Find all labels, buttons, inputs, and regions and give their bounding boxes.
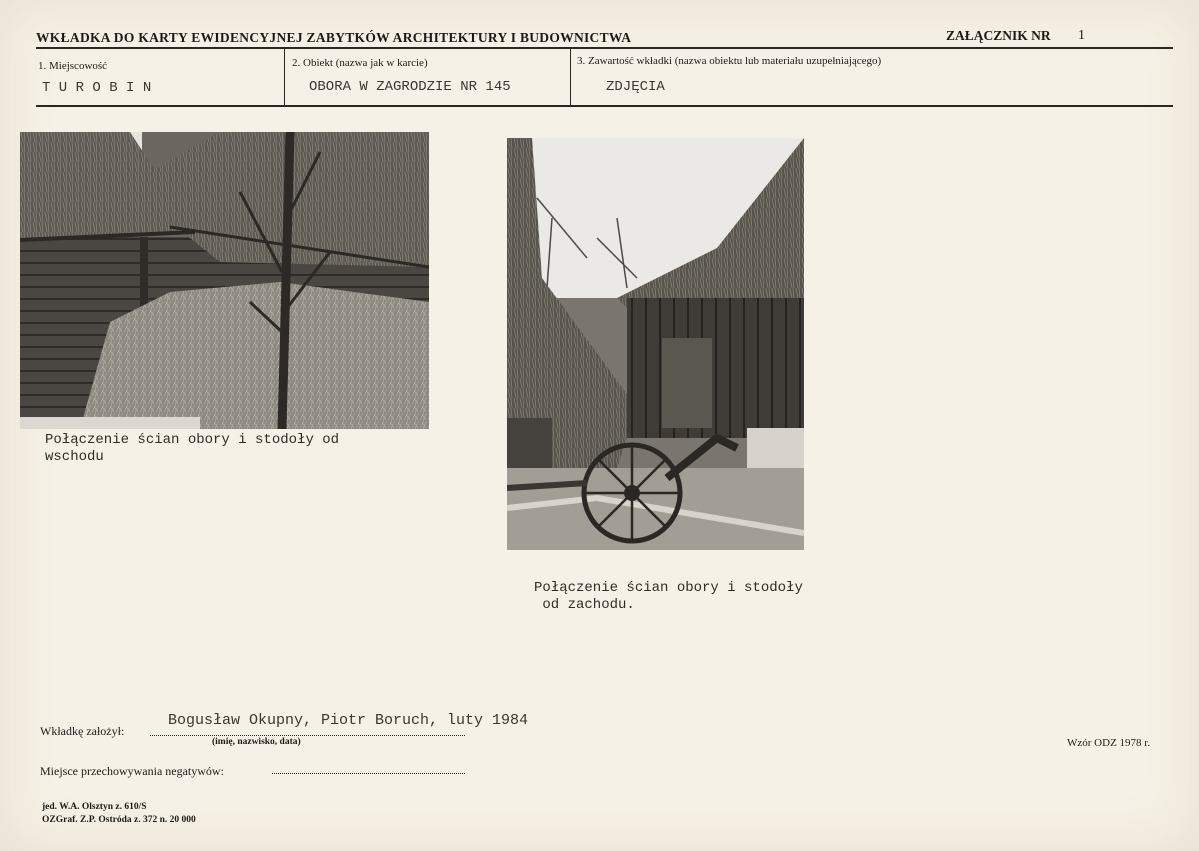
attachment-number: 1: [1078, 28, 1085, 43]
card-title: WKŁADKA DO KARTY EWIDENCYJNEJ ZABYTKÓW ARCHITEKTURY I BUDOWNICTWA: [36, 30, 632, 45]
photo-west: [507, 138, 804, 550]
founded-label: Wkładkę założył:: [40, 724, 125, 738]
photo-west-caption: Połączenie ścian obory i stodoły od zachodu.: [534, 580, 803, 613]
content-label: 3. Zawartość wkładki (nazwa obiektu lub materiału uzupełniającego): [577, 55, 882, 67]
template-note: Wzór ODZ 1978 r.: [1067, 737, 1151, 749]
negatives-label: Miejsce przechowywania negatywów:: [40, 764, 224, 778]
print-line-1: jed. W.A. Olsztyn z. 610/S: [42, 802, 147, 812]
print-line-2: OZGraf. Z.P. Ostróda z. 372 n. 20 000: [42, 815, 196, 825]
photo-west-image: [507, 138, 804, 550]
locality-value: T U R O B I N: [42, 80, 152, 96]
attachment-label: ZAŁĄCZNIK NR: [946, 28, 1051, 43]
locality-label: 1. Miejscowość: [38, 60, 108, 72]
photo-east-image: [20, 132, 429, 429]
negatives-line: [272, 773, 465, 774]
object-value: OBORA W ZAGRODZIE NR 145: [309, 79, 511, 95]
founded-line: [150, 735, 465, 736]
founded-value: Bogusław Okupny, Piotr Boruch, luty 1984: [168, 712, 529, 729]
object-label: 2. Obiekt (nazwa jak w karcie): [292, 57, 428, 69]
founded-hint: (imię, nazwisko, data): [212, 737, 301, 747]
content-value: ZDJĘCIA: [606, 79, 665, 95]
photo-east: [20, 132, 429, 429]
photo-east-caption: Połączenie ścian obory i stodoły od wschodu: [45, 432, 340, 465]
header-rule: [36, 47, 1173, 49]
fields-rule: [36, 105, 1173, 107]
field-divider-1: [284, 49, 285, 106]
field-divider-2: [570, 49, 571, 106]
